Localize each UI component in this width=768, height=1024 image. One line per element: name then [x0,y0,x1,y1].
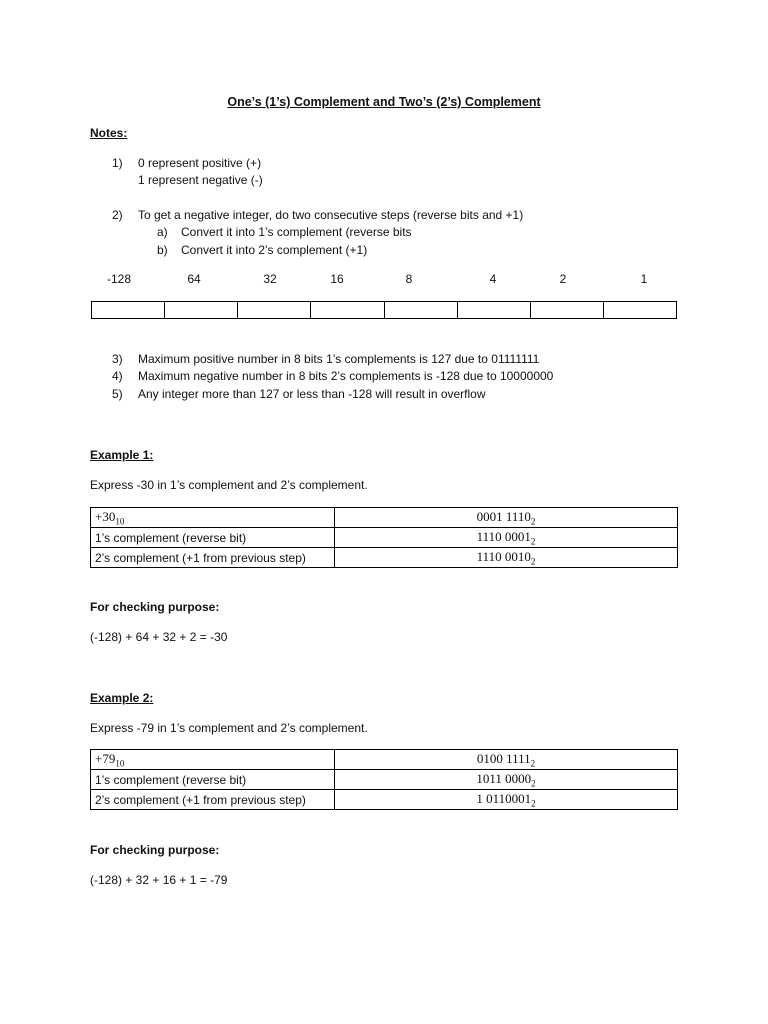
bit-weight: 1 [640,272,648,286]
table-row [91,770,678,790]
row-label [91,750,335,770]
row-label [91,790,335,810]
note-2-number: 2) [112,208,123,222]
note-3 [112,352,539,366]
page-title: One’s (1’s) Complement and Two’s (2’s) Complement [227,95,541,109]
row-label [91,548,335,568]
row-value-text: 1110 0010 [476,548,531,564]
bit-weight: 16 [330,272,344,286]
note-2b-label: b) [157,243,168,257]
row-label-text: +30 [95,508,116,524]
note-2a-text: Convert it into 1’s complement (reverse bits [181,225,412,239]
note-5 [112,387,486,401]
row-label [91,508,335,528]
row-value-text: 1011 0000 [476,770,532,786]
note-1-line-1: 0 represent positive (+) [138,156,262,170]
note-5-number: 5) [112,387,123,401]
note-2b [157,243,367,257]
table-row [91,508,678,528]
note-4-text: Maximum negative number in 8 bits 2’s complements is -128 due to 10000000 [138,369,554,383]
row-value-subscript: 2 [530,758,536,769]
note-3-number: 3) [112,352,123,366]
bit-weight: 8 [405,272,413,286]
row-value-subscript: 2 [530,556,536,567]
row-value [335,750,678,770]
bit-cell [238,302,311,319]
row-label-subscript: 10 [115,516,125,527]
bit-cell [457,302,530,319]
example-2-prompt: Express -79 in 1’s complement and 2’s complement. [90,721,368,735]
row-value-subscript: 2 [531,778,536,789]
table-row [91,750,678,770]
row-label-text: 2’s complement (+1 from previous step) [95,550,306,565]
row-value-text: 0100 1111 [476,750,531,766]
bit-weight-labels [92,272,677,288]
note-1 [112,156,261,170]
row-value-text: 1110 0001 [476,528,531,544]
row-value [335,508,678,528]
note-2b-text: Convert it into 2’s complement (+1) [181,243,368,257]
example-2-table [90,749,678,810]
row-label [91,770,335,790]
note-4-number: 4) [112,369,123,383]
note-2 [112,208,523,222]
note-2a-label: a) [157,225,168,239]
example-1-prompt: Express -30 in 1’s complement and 2’s complement. [90,478,368,492]
row-label-text: 1’s complement (reverse bit) [95,772,247,787]
bit-cell [603,302,676,319]
bit-weight: 4 [489,272,497,286]
table-row [91,528,678,548]
row-label-subscript: 10 [115,758,125,769]
note-3-text: Maximum positive number in 8 bits 1’s complements is 127 due to 01111111 [138,352,540,366]
bit-cell [92,302,165,319]
example-1-table [90,507,678,568]
bit-weight: 64 [187,272,201,286]
example-1-check: (-128) + 64 + 32 + 2 = -30 [90,630,228,644]
note-1-line-2: 1 represent negative (-) [138,173,263,187]
note-5-text: Any integer more than 127 or less than -128 will result in overflow [138,387,486,401]
row-value-text: 0001 1110 [476,508,531,524]
note-2-text: To get a negative integer, do two consecutive steps (reverse bits and +1) [138,208,524,222]
bit-cell [530,302,603,319]
bit-weight: 32 [263,272,277,286]
bit-cell [384,302,457,319]
bit-grid [91,301,677,319]
notes-heading: Notes: [90,126,128,140]
example-1-heading: Example 1: [90,448,154,462]
row-value-subscript: 2 [530,536,536,547]
example-2-heading: Example 2: [90,691,154,705]
bit-cell [165,302,238,319]
row-value [335,528,678,548]
bit-cell [311,302,384,319]
row-label [91,528,335,548]
note-2a [157,225,412,239]
note-1-number: 1) [112,156,123,170]
example-2-check-heading: For checking purpose: [90,843,220,857]
row-value [335,548,678,568]
row-value-text: 1 0110001 [476,790,532,806]
row-label-text: +79 [95,750,116,766]
row-value-subscript: 2 [530,516,536,527]
row-value [335,770,678,790]
row-label-text: 2’s complement (+1 from previous step) [95,792,306,807]
table-row [91,790,678,810]
example-2-check: (-128) + 32 + 16 + 1 = -79 [90,873,228,887]
bit-weight: -128 [106,272,132,286]
row-value-subscript: 2 [531,798,536,809]
table-row [91,548,678,568]
bit-weight: 2 [559,272,567,286]
note-4 [112,369,553,383]
row-label-text: 1’s complement (reverse bit) [95,530,247,545]
example-1-check-heading: For checking purpose: [90,600,220,614]
row-value [335,790,678,810]
